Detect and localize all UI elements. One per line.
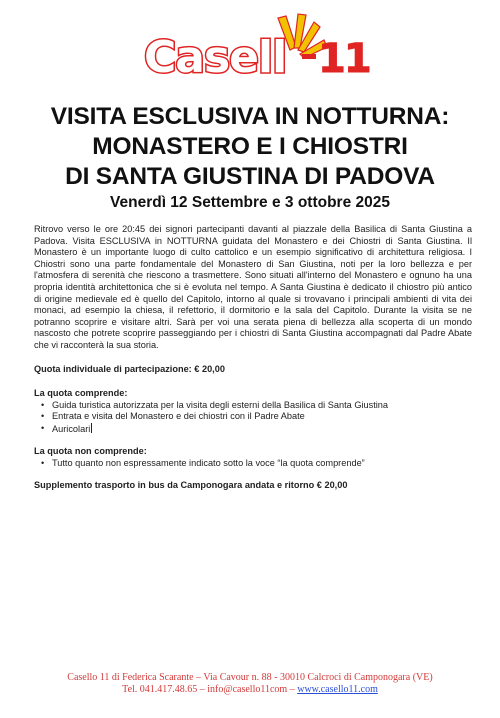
includes-heading: La quota comprende: (34, 388, 128, 398)
logo-dash (302, 54, 316, 59)
logo-digits: 11 (318, 36, 370, 82)
list-item: • Tutto quanto non espressamente indicato sotto la voce “la quota comprende” (52, 458, 474, 470)
logo-text: Casell (144, 32, 287, 83)
list-item: • Auricolari (52, 423, 474, 436)
logo-graphic (140, 14, 370, 83)
footer-address: Casello 11 di Federica Scarante – Via Cavour n. 88 - 30010 Calcroci di Camponogara (VE) (67, 672, 433, 683)
title-line-3: DI SANTA GIUSTINA DI PADOVA (65, 163, 435, 190)
footer (0, 672, 500, 696)
footer-contacts (0, 684, 500, 696)
supplement-line: Supplemento trasporto in bus da Camponogara andata e ritorno € 20,00 (34, 480, 348, 490)
includes-section (34, 388, 474, 435)
title-block (0, 102, 500, 213)
includes-list (34, 400, 474, 436)
excludes-section (34, 446, 474, 469)
event-date: Venerdì 12 Settembre e 3 ottobre 2025 (110, 194, 390, 211)
text-cursor (91, 423, 92, 433)
title-line-1: VISITA ESCLUSIVA IN NOTTURNA: (50, 103, 450, 130)
excludes-heading: La quota non comprende: (34, 446, 147, 456)
price-line: Quota individuale di partecipazione: € 20,00 (34, 364, 225, 374)
excludes-list (34, 458, 474, 470)
list-item: • Guida turistica autorizzata per la visita degli esterni della Basilica di Santa Giustina (52, 400, 474, 412)
website-link[interactable]: www.casello11.com (297, 684, 378, 695)
intro-paragraph: Ritrovo verso le ore 20:45 dei signori partecipanti davanti al piazzale della Basilica di Santa Giustina a Padova. Visita ESCLUSIVA in NOTTURNA guidata del Monastero e dei Chiostri di Santa Giustina. Il Monastero è un importante luogo di culto cattolico e un esempio significativo di architettura religiosa. I Chiostri sono una parte fondamentale del Monastero di San Giustina, noti per la loro bellezza e per l'atmosfera di serenità che riescono a trasmettere. Sono situati all'interno del Monastero e ognuno ha una propria identità architettonica che si è evoluta nel tempo. A Santa Giustina è dedicato il chiostro più antico di origine medievale ed è quello del Capitolo, intorno al quale si trovavano i principali ambienti di vita dei monaci, ad esempio la chiesa, il refettorio, il dormitorio e la sala del Capitolo. Durante la visita se ne potranno scoprire e visitare altri. Sarà per voi una serata piena di bellezza alla scoperta di un mondo nascosto che potrete scoprire passeggiando per i chiostri di Santa Giustina accompagnati dal Padre Abate che vi racconterà la sua storia. (34, 224, 472, 350)
casello-11-logo (140, 14, 370, 83)
footer-phone-email: Tel. 041.417.48.65 – info@casello11com – (122, 684, 298, 695)
title-line-2: MONASTERO E I CHIOSTRI (92, 133, 408, 160)
list-item: • Entrata e visita del Monastero e dei chiostri con il Padre Abate (52, 411, 474, 423)
